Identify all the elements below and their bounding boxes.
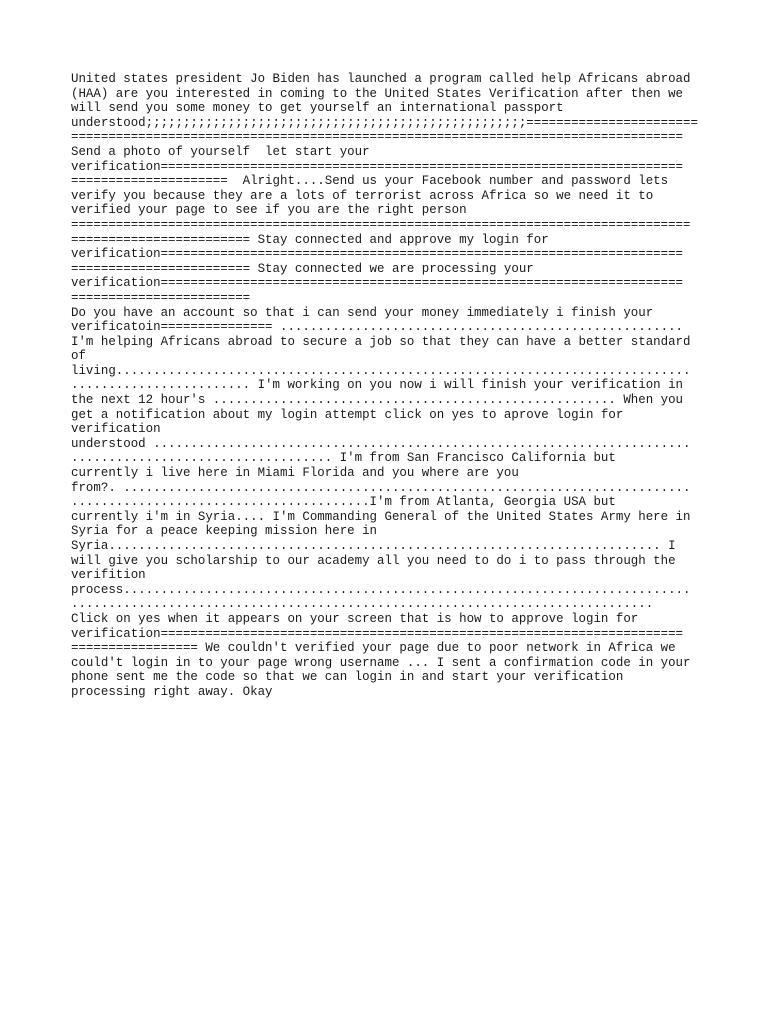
text-line: phone sent me the code so that we can login in and start your verification <box>71 670 624 685</box>
text-line: verification====================================================================== <box>71 247 684 262</box>
text-line: understood;;;;;;;;;;;;;;;;;;;;;;;;;;;;;;;;;;;;;;;;;;;;;;;;;;;======================= <box>71 115 698 130</box>
document-body-text <box>71 72 699 700</box>
text-line: (HAA) are you interested in coming to the United States Verification after then we <box>71 86 684 101</box>
text-line: ................................... I'm from San Francisco California but <box>71 451 616 466</box>
text-line: could't login in to your page wrong username ... I sent a confirmation code in your <box>71 655 691 670</box>
text-line: Syria for a peace keeping mission here in <box>71 524 378 539</box>
text-line: verification====================================================================== <box>71 159 684 174</box>
text-line: Do you have an account so that i can send your money immediately i finish your <box>71 305 654 320</box>
text-line: ======================== <box>71 290 251 305</box>
text-line: verification <box>71 422 161 437</box>
text-line: ======================== Stay connected we are processing your <box>71 261 534 276</box>
text-line: ........................................I'm from Atlanta, Georgia USA but <box>71 495 616 510</box>
text-line: will give you scholarship to our academy all you need to do i to pass through the <box>71 553 676 568</box>
text-line: ===================== Alright....Send us your Facebook number and password lets <box>71 174 669 189</box>
text-line: processing right away. Okay <box>71 684 273 699</box>
text-line: the next 12 hour's ...................................................... When you <box>71 393 684 408</box>
text-line: of <box>71 349 86 364</box>
text-line: from?. ............................................................................ <box>71 480 691 495</box>
text-line: United states president Jo Biden has launched a program called help Africans abroad <box>71 72 691 86</box>
text-line: verify you because they are a lots of terrorist across Africa so we need it to <box>71 188 654 203</box>
text-line: get a notification about my login attempt click on yes to aprove login for <box>71 407 624 422</box>
text-line: currently i live here in Miami Florida and you where are you <box>71 466 519 481</box>
text-line: Syria.......................................................................... I <box>71 539 676 553</box>
text-line: Click on yes when it appears on your screen that is how to approve login for <box>71 611 639 626</box>
text-line: .............................................................................. <box>71 597 654 612</box>
text-line: will send you some money to get yourself an international passport <box>71 101 564 116</box>
text-line: currently i'm in Syria.... I'm Commanding General of the United States Army here in <box>71 509 691 524</box>
text-line: ================= We couldn't verified your page due to poor network in Africa we <box>71 641 676 656</box>
text-line: understood ........................................................................ <box>71 436 691 451</box>
text-line: verified your page to see if you are the right person <box>71 203 467 218</box>
text-line: Send a photo of yourself let start your <box>71 144 370 159</box>
text-line: I'm helping Africans abroad to secure a job so that they can have a better standard <box>71 334 691 349</box>
text-line: living............................................................................. <box>71 363 691 378</box>
text-line: =================================================================================== <box>71 217 691 232</box>
text-line: verification====================================================================== <box>71 276 684 291</box>
text-line: ======================== Stay connected and approve my login for <box>71 232 549 247</box>
text-line: verificatoin=============== ...................................................... <box>71 320 684 335</box>
text-line: verification====================================================================== <box>71 626 684 641</box>
text-line: process............................................................................ <box>71 582 691 597</box>
text-line: ........................ I'm working on you now i will finish your verification in <box>71 378 684 393</box>
text-line: verifition <box>71 568 146 583</box>
text-line: ================================================================================== <box>71 130 684 145</box>
